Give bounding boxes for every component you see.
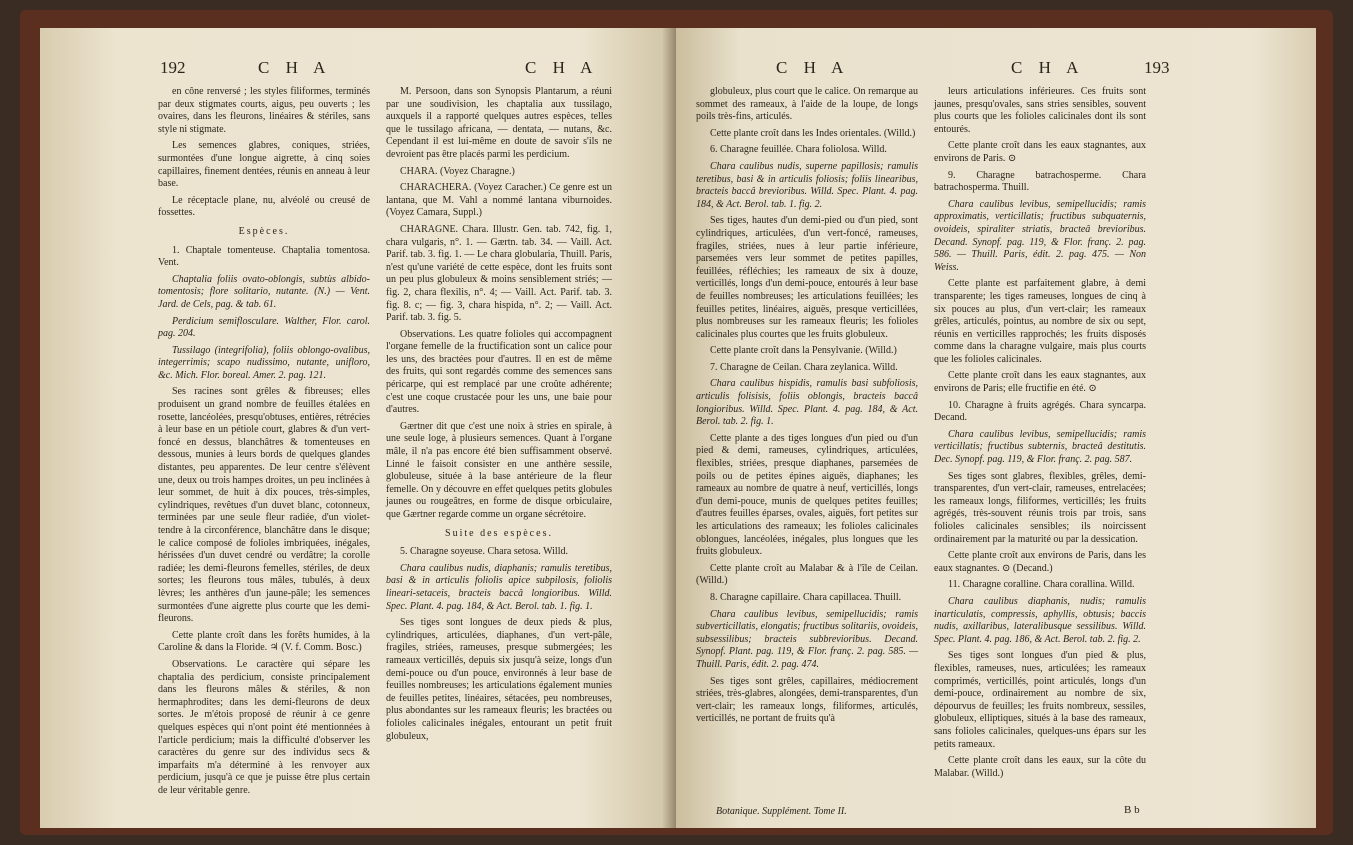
paragraph: Observations. Les quatre folioles qui accompagnent l'organe femelle de la fructification sont un calice pour les uns, des bractées pour d'autres. Il en est de même des fruits, qui sont regardés comme des semences sans péricarpe, qui est remplacé par une croûte adhérente; c'est une coque crustacée pour les uns, une baie pour d'autres. (386, 328, 612, 416)
paragraph: 5. Charagne soyeuse. Chara setosa. Willd. (400, 546, 568, 558)
paragraph: Tussilago (integrifolia), foliis oblongo-ovalibus, integerrimis; scapo nudissimo, nutante, unifloro, &c. Mich. Flor. boreal. Amer. 2. pag. 121. (158, 344, 370, 381)
paragraph: Ses racines sont grêles & fibreuses; elles produisent un grand nombre de feuilles étalées en rosette, lancéolées, presqu'obtuses, entières, rétrécies à leur base en un pétiole court, glabres & d'un vert-foncé en dessus, blanchâtres & tomenteuses en dessous, munies à leurs bords de quelques glandes distantes, peu apparentes. De leur centre s'élèvent une, deux ou trois hampes droites, un peu inclinées à leur sommet, de huit à dix pouces, très-simples, cylindriques, revêtues d'un duvet blanc, cotonneux, terminées par une seule fleur radiée, d'un violet-tendre à la circonférence, blanchâtre dans le disque; le calice composé de folioles imbriquées, inégales, hérissées d'un duvet cendré ou verdâtre; la corolle radiée; les demi-fleurons femelles, stériles, de deux sortes; les fleurons tous mâles, tubulés, à deux lèvres; les anthères d'un jaune-pâle; les semences surmontées d'une aigrette plus courte que les demi-fleurons. (158, 386, 370, 625)
paragraph: CHARAGNE. Chara. Illustr. Gen. tab. 742, fig. 1, chara vulgaris, n°. 1. — Gærtn. tab. 34. — Vaill. Act. Parif. tab. 3. fig. 1. — Le chara globularia, Thuill. Paris, n'est qu'une variété de cette espèce, dont les fruits sont un peu plus globuleux & moins sensiblement striés; — fig. 2, chara flexilis, n°. 4; — Vaill. Act. Parif. tab. 3. fig. 8. c; — fig. 3, chara hispida, n°. 2; — Vaill. Act. Parif. tab. 3. fig. 5. (386, 223, 612, 324)
paragraph: 7. Charagne de Ceilan. Chara zeylanica. Willd. (710, 361, 898, 373)
paragraph: M. Persoon, dans son Synopsis Plantarum, a réuni par une soudivision, les chaptalia aux tussilago, auxquels il a rapporté quelques autres espèces, telles que le tussilago africana, — dentata, — nutans, &c. Cependant il est lui-même en doute de savoir s'ils ne devroient pas être placés parmi les perdicium. (386, 86, 612, 160)
paragraph: Le réceptacle plane, nu, alvéolé ou creusé de fossettes. (158, 194, 370, 219)
paragraph: Chaptalia foliis ovato-oblongis, subtùs albido-tomentosis; flore solitario, nutante. (N.) — Vent. Jard. de Cels, pag. & tab. 61. (158, 273, 370, 310)
paragraph: Cette plante a des tiges longues d'un pied ou d'un pied & demi, rameuses, cylindriques, articulées, flexibles, striées, presque diaphanes, parsemées de poils ou de petites épines aiguës, diaphanes; les rameaux au nombre de quatre à neuf, verticillés, longs d'un demi-pouce, munis de quelques petites feuilles; d'autres feuilles éparses, ovales, aiguës, fort petites sur les articulations des rameaux; les folioles calicinales oblongues, lancéolées, inégales, plus longues que les fruits globuleux. (696, 432, 918, 558)
running-head: C H A (776, 58, 850, 77)
page-number: 193 (1144, 58, 1170, 77)
paragraph: 10. Charagne à fruits agrégés. Chara syncarpa. Decand. (934, 399, 1146, 424)
paragraph: Chara caulibus nudis, diaphanis; ramulis teretibus, basi & in articulis foliolis apice subpilosis, foliolis lineari-setaceis, bracteis baccâ longioribus. Willd. Spec. Plant. 4. pag. 184, & Act. Berol. tab. 1. fig. 1. (386, 562, 612, 612)
paragraph: Cette plante croît dans les eaux stagnantes, aux environs de Paris; elle fructifie en été. ⊙ (934, 370, 1146, 395)
paragraph: Chara caulibus diaphanis, nudis; ramulis inarticulatis, compressis, aphyllis, obtusis; baccis nudis, axillaribus, lateralibusque sessilibus. Willd. Spec. Plant. 4. pag. 186, & Act. Berol. tab. 2. fig. 2. (934, 595, 1146, 645)
text-column (696, 86, 918, 730)
paragraph: Chara caulibus levibus, semipellucidis; ramis subverticillatis, elongatis; fructibus solitariis, ovoideis, subsessilibus; bracteis subbrevioribus. Decand. Synopf. Plant. pag. 119, & Flor. franç. 2. pag. 585. — Thuill. Paris, édit. 2. pag. 474. (696, 608, 918, 670)
paragraph: Cette plante croît dans les eaux, sur la côte du Malabar. (Willd.) (934, 755, 1146, 779)
paragraph: Cette plante est parfaitement glabre, à demi transparente; les tiges rameuses, longues de cinq à six pouces au plus, d'un vert-clair; les rameaux grêles, articulés, pointus, au nombre de six ou sept, réunis en verticilles rapprochés; les fruits disposés comme dans la charagne vulgaire, mais plus courts que les folioles calicinales. (934, 278, 1146, 365)
paragraph: Observations. Le caractère qui sépare les chaptalia des perdicium, consiste principalement dans les fleurons mâles & stériles, & non hermaphrodites; dans les demi-fleurons de deux sortes. Je m'étois proposé de réunir à ce genre quelques espèces qui n'ont point été mentionnées à l'article perdicium; mais la difficulté d'observer les caractères du genre sur des individus secs & imparfaits m'a déterminé à les renvoyer aux perdicium, jusqu'à ce que je puisse être plus certain de leur véritable genre. (158, 658, 370, 796)
running-head: C H A (1011, 58, 1085, 77)
text-column (158, 86, 370, 801)
paragraph: globuleux, plus court que le calice. On remarque au sommet des rameaux, à l'aide de la loupe, de longs poils très-fins, articulés. (696, 86, 918, 123)
paragraph: 11. Charagne coralline. Chara corallina. Willd. (948, 579, 1135, 591)
paragraph: en cône renversé ; les styles filiformes, terminés par deux stigmates courts, aigus, peu ouverts ; les ovaires, dans les fleurons, linéaires & stériles, sans style ni stigmate. (158, 86, 370, 135)
paragraph: Cette plante croît dans la Pensylvanie. (Willd.) (710, 345, 897, 357)
right-page (676, 28, 1316, 828)
left-page (40, 28, 676, 828)
paragraph: Suite des espèces. (445, 527, 553, 539)
paragraph: CHARA. (Voyez Charagne.) (400, 165, 515, 177)
running-head: C H A (525, 58, 599, 77)
paragraph: 6. Charagne feuillée. Chara foliolosa. Willd. (710, 144, 887, 156)
running-head: C H A (258, 58, 332, 77)
paragraph: Chara caulibus levibus, semipellucidis; ramis approximatis, verticillatis; fructibus subquaternis, ovoideis, spiraliter striatis, bracteâ brevioribus. Decand. Synopf. pag. 119, & Flor. franç. 2. pag. 586. — Thuill. Paris, édit. 2. pag. 475. — Non Weiss. (934, 198, 1146, 273)
paragraph: leurs articulations inférieures. Ces fruits sont jaunes, presqu'ovales, sans stries sensibles, souvent plus courts que les folioles calicinales dont ils sont entourés. (934, 86, 1146, 135)
paragraph: Espèces. (238, 225, 290, 237)
paragraph: 8. Charagne capillaire. Chara capillacea. Thuill. (710, 591, 902, 603)
page-footer: Botanique. Supplément. Tome II. (716, 806, 847, 817)
paragraph: Cette plante croît dans les Indes orientales. (Willd.) (710, 127, 916, 139)
paragraph: Perdicium semiflosculare. Walther, Flor. carol. pag. 204. (158, 315, 370, 340)
paragraph: Ses tiges sont longues d'un pied & plus, flexibles, rameuses, nues, articulées; les rameaux comprimés, verticillés, point articulés, longs d'un demi-pouce, ordinairement au nombre de six, dépourvus de feuilles; les fruits nombreux, sessiles, globuleux, elliptiques, situés à la base des rameaux, sans folioles calicinales, quelques-uns épars sur les petits rameaux. (934, 650, 1146, 750)
page-number: 192 (160, 58, 186, 77)
paragraph: CHARACHERA. (Voyez Caracher.) Ce genre est un lantana, que M. Vahl a nommé lantana viburnoides. (Voyez Camara, Suppl.) (386, 182, 612, 219)
paragraph: Ses tiges, hautes d'un demi-pied ou d'un pied, sont cylindriques, articulées, d'un vert-foncé, rameuses, fragiles, striées, nues à leur partie inférieure, parsemées vers leur sommet de petites papilles, feuillées, réfléchies; les rameaux de six à douze, verticillés, longs d'un demi-pouce, entourés à leur base de feuilles nombreuses; les articulations feuillées; les feuilles petites, linéaires, aiguës, presque verticillées, plus nombreuses sur les rameaux fleuris; les folioles calicinales plus courtes que les fruits globuleux. (696, 215, 918, 340)
paragraph: Ses tiges sont glabres, flexibles, grêles, demi-transparentes, d'un vert-clair, rameuses, entrelacées; les rameaux longs, filiformes, verticillés; les fruits agrégés, très-souvent réunis trois par trois, sans folioles calicinales sensibles; ils noircissent ordinairement par la maturité ou par la dessication. (934, 470, 1146, 545)
paragraph: Cette plante croît aux environs de Paris, dans les eaux stagnantes. ⊙ (Decand.) (934, 550, 1146, 574)
paragraph: Chara caulibus hispidis, ramulis basi subfoliosis, articulis folisisis, foliis oblongis, bracteis baccâ longioribus. Willd. Spec. Plant. 4. pag. 184, & Act. Berol. tab. 2. fig. 1. (696, 378, 918, 428)
paragraph: Cette plante croît au Malabar & à l'île de Ceilan. (Willd.) (696, 562, 918, 587)
paragraph: Cette plante croît dans les forêts humides, à la Caroline & dans la Floride. ♃ (V. f. Comm. Bosc.) (158, 629, 370, 654)
paragraph: Ses tiges sont longues de deux pieds & plus, cylindriques, articulées, diaphanes, d'un vert-pâle, fragiles, striées, rameuses, presque submergées; les rameaux verticillés, depuis six jusqu'à seize, longs d'un demi-pouce ou d'un pouce, environnés à leur base de feuilles nombreuses; les articulations également munies de feuilles petites, linéaires, sétacées, peu nombreuses, plus abondantes sur les rameaux fleuris; les bractées ou folioles calicinales inégales, entourant un petit fruit globuleux, (386, 617, 612, 742)
paragraph: Ses tiges sont grêles, capillaires, médiocrement striées, très-glabres, alongées, demi-transparentes, d'un vert-clair; les rameaux longs, filiformes, articulés, verticillés, ne portant de fruits qu'à (696, 675, 918, 725)
signature-mark: B b (1124, 804, 1140, 816)
paragraph: 1. Chaptale tomenteuse. Chaptalia tomentosa. Vent. (158, 244, 370, 269)
paragraph: Chara caulibus nudis, superne papillosis; ramulis teretibus, basi & in articulis foliosis; foliis linearibus, bracteis baccâ brevioribus. Willd. Spec. Plant. 4. pag. 184, & Act. Berol. tab. 1. fig. 2. (696, 160, 918, 210)
paragraph: Gærtner dit que c'est une noix à stries en spirale, à une seule loge, à plusieurs semences. Quant à l'organe mâle, il n'a pas encore été bien suffisamment observé. Linné le faisoit consister en une anthère sessile, globuleuse, située à la base antérieure de la fleur femelle. On y découvre en effet quelques petits globules jaunes ou rougeâtres, en forme de disque orbiculaire, que Gærtner regarde comme un organe sécrétoire. (386, 420, 612, 520)
paragraph: Cette plante croît dans les eaux stagnantes, aux environs de Paris. ⊙ (934, 140, 1146, 164)
paragraph: Les semences glabres, coniques, striées, surmontées d'une longue aigrette, à cinq soies capillaires, finement dentées, réunis en anneau à leur base. (158, 140, 370, 190)
paragraph: Chara caulibus levibus, semipellucidis; ramis verticillatis; fructibus subternis, bracteâ destitutis. Dec. Synopf. pag. 119, & Flor. franç. 2. pag. 587. (934, 428, 1146, 466)
text-column (934, 86, 1146, 784)
paragraph: 9. Charagne batrachosperme. Chara batrachosperma. Thuill. (934, 169, 1146, 194)
text-column (386, 86, 612, 747)
